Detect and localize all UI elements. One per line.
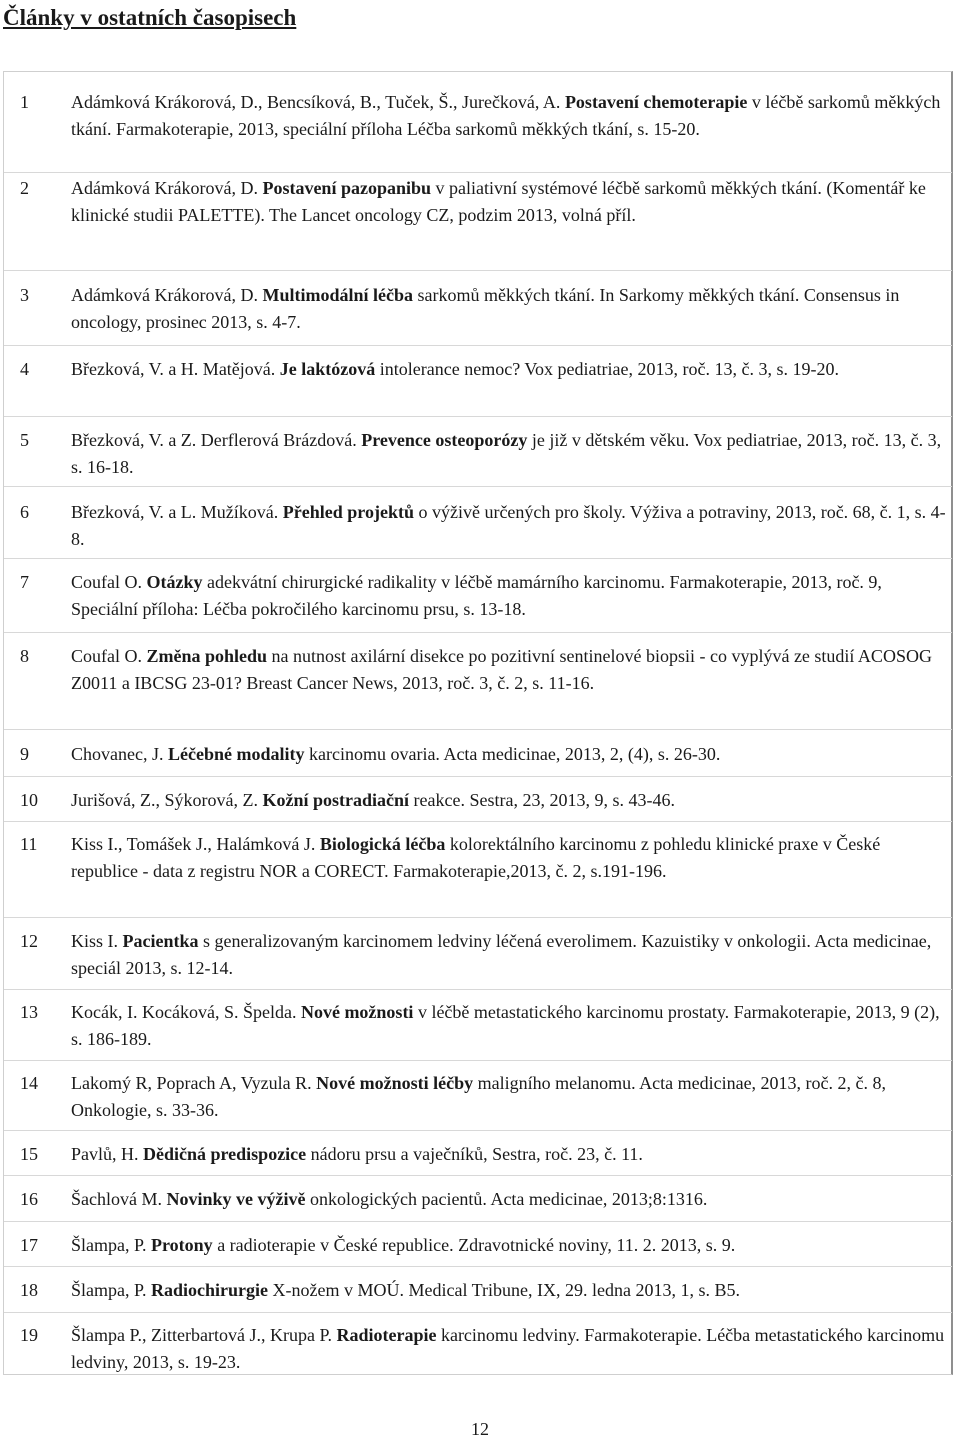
citation-title-bold: Multimodální léčba	[262, 285, 413, 305]
entry-citation	[71, 1277, 951, 1304]
citation-title-bold: Postavení pazopanibu	[262, 178, 431, 198]
divider	[4, 345, 952, 346]
entry-number: 10	[20, 790, 38, 810]
divider	[4, 1221, 952, 1222]
citation-text: a radioterapie v České republice. Zdravotnické noviny, 11. 2. 2013, s. 9.	[212, 1235, 736, 1255]
entry-number: 16	[20, 1189, 38, 1209]
entry-citation	[71, 1186, 951, 1213]
citation-text: v paliativní systémové léčbě sarkomů měkkých tkání. (Komentář ke klinické studii PALETTE). The Lancet oncology CZ, podzim 2013, volná příl.	[71, 178, 926, 225]
divider	[4, 1175, 952, 1176]
citation-text: karcinomu ovaria. Acta medicinae, 2013, 2, (4), s. 26-30.	[304, 744, 721, 764]
citation-text: Březková, V. a L. Mužíková.	[71, 502, 283, 522]
citation-title-bold: Nové možnosti léčby	[316, 1073, 474, 1093]
citation-text: na nutnost axilární disekce po pozitivní sentinelové biopsii - co vyplývá ze studií ACOSOG Z0011 a IBCSG 23-01? Breast Cancer News, 2013, roč. 3, č. 2, s. 11-16.	[71, 646, 932, 693]
entry-number: 19	[20, 1325, 38, 1345]
entry-number: 15	[20, 1144, 38, 1164]
citation-text: Coufal O.	[71, 572, 147, 592]
citation-text: Adámková Krákorová, D., Bencsíková, B., Tuček, Š., Jurečková, A.	[71, 92, 565, 112]
citation-text: Jurišová, Z., Sýkorová, Z.	[71, 790, 263, 810]
entry-number: 17	[20, 1235, 38, 1255]
divider	[4, 632, 952, 633]
page-number: 12	[471, 1419, 489, 1439]
citation-text: karcinomu ledviny. Farmakoterapie. Léčba metastatického karcinomu ledviny, 2013, s. 19-23.	[71, 1325, 945, 1372]
citation-text: s generalizovaným karcinomem ledviny léčená everolimem. Kazuistiky v onkologii. Acta medicinae, speciál 2013, s. 12-14.	[71, 931, 932, 978]
entry-citation	[71, 999, 951, 1052]
entry-citation	[71, 741, 951, 768]
divider	[4, 486, 952, 487]
divider	[4, 989, 952, 990]
divider	[4, 270, 952, 271]
entry-number: 4	[20, 359, 29, 379]
entry-citation	[71, 427, 951, 480]
entry-citation	[71, 787, 951, 814]
citation-text: reakce. Sestra, 23, 2013, 9, s. 43-46.	[409, 790, 675, 810]
entry-citation	[71, 282, 951, 335]
entry-number: 7	[20, 572, 29, 592]
citation-title-bold: Radiochirurgie	[151, 1280, 269, 1300]
citation-title-bold: Nové možnosti	[300, 1002, 414, 1022]
entry-number: 1	[20, 92, 29, 112]
entry-number: 12	[20, 931, 38, 951]
citation-text: Adámková Krákorová, D.	[71, 285, 263, 305]
page-title: Články v ostatních časopisech	[3, 5, 297, 30]
divider	[4, 1266, 952, 1267]
citation-text: sarkomů měkkých tkání. In Sarkomy měkkých tkání. Consensus in oncology, prosinec 2013, s. 4-7.	[71, 285, 900, 332]
entry-citation	[71, 89, 951, 142]
citation-text: onkologických pacientů. Acta medicinae, 2013;8:1316.	[305, 1189, 708, 1209]
citation-title-bold: Kožní postradiační	[262, 790, 409, 810]
divider	[4, 776, 952, 777]
entry-citation	[71, 356, 951, 383]
citation-text: X-nožem v MOÚ. Medical Tribune, IX, 29. ledna 2013, 1, s. B5.	[268, 1280, 740, 1300]
citation-text: Pavlů, H.	[71, 1144, 143, 1164]
entry-citation	[71, 175, 951, 228]
citation-text: Šlampa P., Zitterbartová J., Krupa P.	[71, 1325, 337, 1345]
entry-citation	[71, 1141, 951, 1168]
references-list	[3, 71, 953, 1375]
citation-title-bold: Změna pohledu	[146, 646, 268, 666]
divider	[4, 558, 952, 559]
divider	[4, 416, 952, 417]
entry-citation	[71, 1070, 951, 1123]
citation-text: kolorektálního karcinomu z pohledu klinické praxe v České republice - data z registru NOR a CORECT. Farmakoterapie,2013, č. 2, s.191-196.	[71, 834, 881, 881]
entry-citation	[71, 499, 951, 552]
citation-text: Adámková Krákorová, D.	[71, 178, 263, 198]
entry-number: 13	[20, 1002, 38, 1022]
citation-text: o výživě určených pro školy. Výživa a potraviny, 2013, roč. 68, č. 1, s. 4-8.	[71, 502, 946, 549]
divider	[4, 1130, 952, 1131]
entry-citation	[71, 569, 951, 622]
citation-title-bold: Novinky ve výživě	[166, 1189, 306, 1209]
citation-text: Šachlová M.	[71, 1189, 167, 1209]
entry-number: 11	[20, 834, 38, 854]
citation-text: je již v dětském věku. Vox pediatriae, 2013, roč. 13, č. 3, s. 16-18.	[71, 430, 942, 477]
citation-title-bold: Dědičná predispozice	[143, 1144, 307, 1164]
citation-title-bold: Přehled projektů	[282, 502, 414, 522]
citation-text: Kocák, I. Kocáková, S. Špelda.	[71, 1002, 301, 1022]
divider	[4, 1312, 952, 1313]
entry-number: 3	[20, 285, 29, 305]
citation-text: v léčbě metastatického karcinomu prostaty. Farmakoterapie, 2013, 9 (2), s. 186-189.	[71, 1002, 940, 1049]
entry-number: 14	[20, 1073, 38, 1093]
entry-number: 18	[20, 1280, 38, 1300]
entry-citation	[71, 831, 951, 884]
entry-number: 9	[20, 744, 29, 764]
divider	[4, 917, 952, 918]
citation-title-bold: Radioterapie	[336, 1325, 437, 1345]
entry-number: 8	[20, 646, 29, 666]
citation-text: maligního melanomu. Acta medicinae, 2013, roč. 2, č. 8, Onkologie, s. 33-36.	[71, 1073, 887, 1120]
entry-number: 2	[20, 178, 29, 198]
citation-text: v léčbě sarkomů měkkých tkání. Farmakoterapie, 2013, speciální příloha Léčba sarkomů měkkých tkání, s. 15-20.	[71, 92, 941, 139]
citation-title-bold: Prevence osteoporózy	[361, 430, 528, 450]
entry-number: 6	[20, 502, 29, 522]
citation-text: nádoru prsu a vaječníků, Sestra, roč. 23, č. 11.	[306, 1144, 643, 1164]
citation-text: Šlampa, P.	[71, 1280, 152, 1300]
citation-title-bold: Léčebné modality	[167, 744, 305, 764]
divider	[4, 729, 952, 730]
divider	[4, 1060, 952, 1061]
citation-text: intolerance nemoc? Vox pediatriae, 2013, roč. 13, č. 3, s. 19-20.	[375, 359, 839, 379]
entry-citation	[71, 1232, 951, 1259]
citation-title-bold: Biologická léčba	[319, 834, 446, 854]
citation-text: Lakomý R, Poprach A, Vyzula R.	[71, 1073, 317, 1093]
citation-title-bold: Pacientka	[122, 931, 199, 951]
citation-text: Kiss I.	[71, 931, 123, 951]
citation-title-bold: Je laktózová	[279, 359, 376, 379]
entry-citation	[71, 643, 951, 696]
citation-text: Kiss I., Tomášek J., Halámková J.	[71, 834, 320, 854]
citation-text: Březková, V. a H. Matějová.	[71, 359, 280, 379]
citation-title-bold: Protony	[151, 1235, 213, 1255]
citation-text: Chovanec, J.	[71, 744, 168, 764]
citation-text: Coufal O.	[71, 646, 147, 666]
citation-text: adekvátní chirurgické radikality v léčbě mamárního karcinomu. Farmakoterapie, 2013, roč. 9, Speciální příloha: Léčba pokročilého karcinomu prsu, s. 13-18.	[71, 572, 882, 619]
citation-text: Březková, V. a Z. Derflerová Brázdová.	[71, 430, 362, 450]
citation-text: Šlampa, P.	[71, 1235, 152, 1255]
citation-title-bold: Postavení chemoterapie	[564, 92, 748, 112]
divider	[4, 821, 952, 822]
divider	[4, 172, 952, 173]
entry-citation	[71, 928, 951, 981]
citation-title-bold: Otázky	[146, 572, 203, 592]
entry-number: 5	[20, 430, 29, 450]
entry-citation	[71, 1322, 951, 1375]
